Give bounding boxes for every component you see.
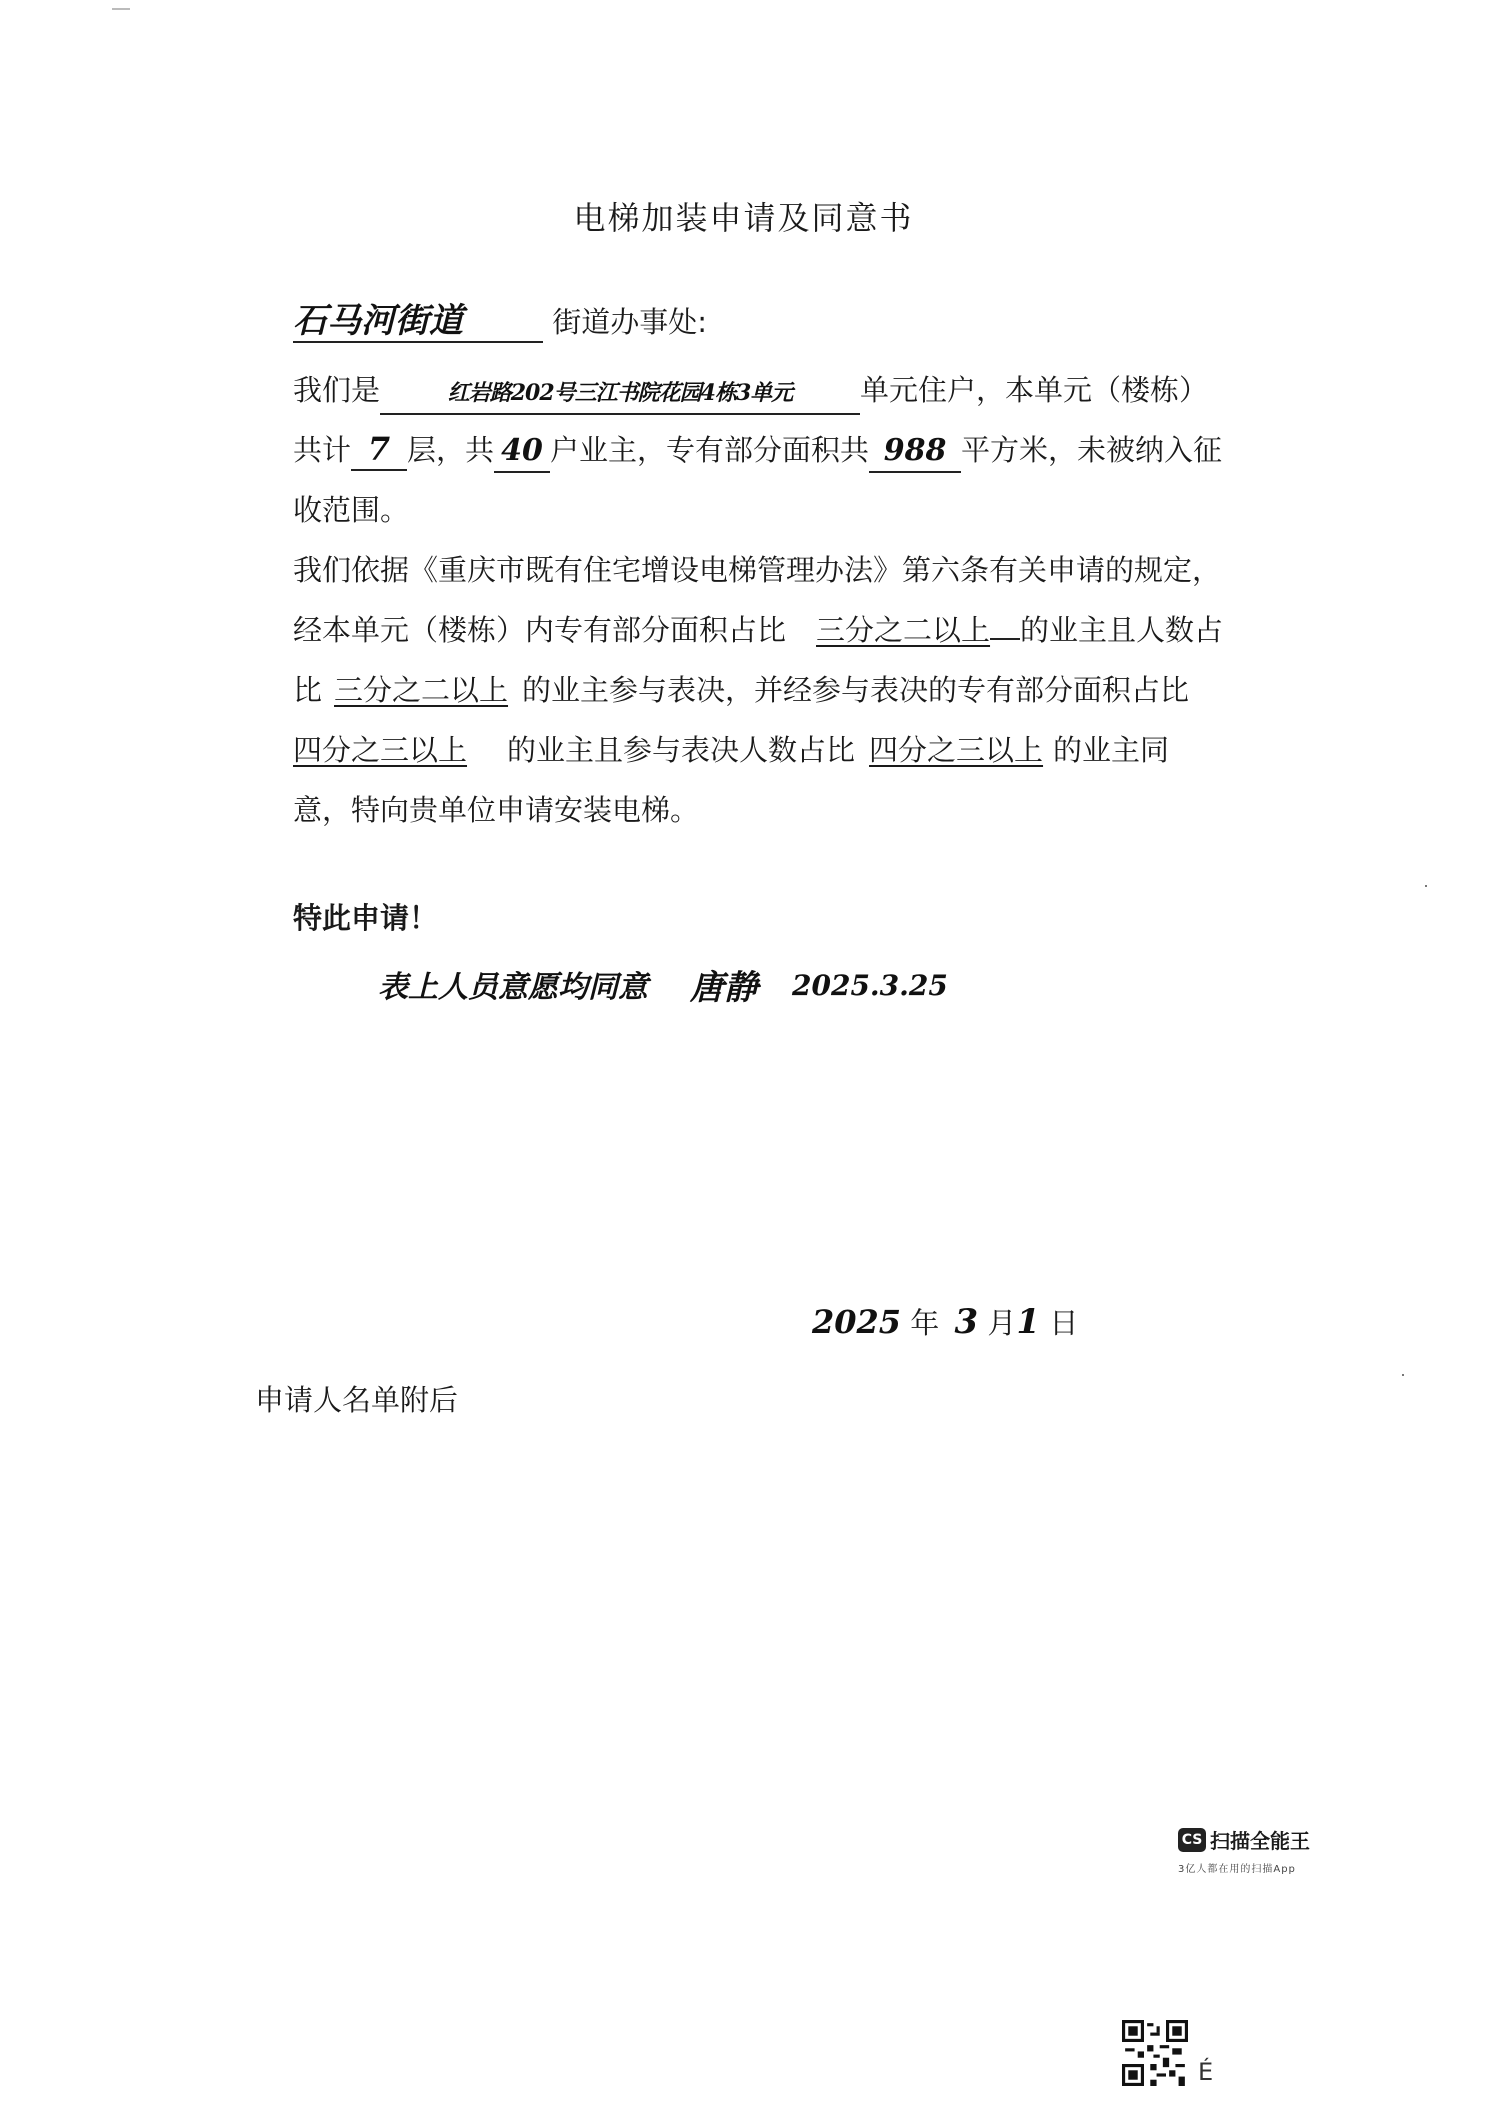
line6 bbox=[293, 660, 1189, 720]
line3: 收范围。 bbox=[293, 493, 410, 527]
scanner-tagline: 3亿人都在用的扫描App bbox=[1178, 1864, 1296, 1875]
line2-text-2: 层，共 bbox=[407, 433, 495, 467]
ratio-three-quarters-count: 四分之三以上 bbox=[869, 733, 1044, 767]
line2-text-1: 共计 bbox=[293, 433, 352, 467]
closing-phrase: 特此申请！ bbox=[293, 901, 439, 935]
line6-text-2: 的业主参与表决，并经参与表决的专有部分面积占比 bbox=[522, 673, 1190, 707]
line1-prefix: 我们是 bbox=[293, 373, 381, 407]
line2-text-3: 户业主，专有部分面积共 bbox=[550, 433, 870, 467]
scan-artifact-dot bbox=[1425, 885, 1427, 887]
handwritten-unit-address: 红岩路202号三江书院花园4栋3单元 bbox=[380, 373, 860, 415]
ratio-two-thirds-area: 三分之二以上 bbox=[816, 613, 991, 647]
line5-text-1: 经本单元（楼栋）内专有部分面积占比 bbox=[293, 613, 787, 647]
cs-logo-icon: CS bbox=[1178, 1828, 1206, 1852]
handwritten-consent-statement: 表上人员意愿均同意 bbox=[378, 970, 648, 1005]
line2-text-4: 平方米，未被纳入征 bbox=[961, 433, 1223, 467]
handwritten-area: 988 bbox=[869, 431, 961, 473]
date-line bbox=[812, 1292, 1078, 1353]
line5-text-2: 的业主且人数占 bbox=[1020, 613, 1224, 647]
line7-text-1: 的业主且参与表决人数占比 bbox=[507, 733, 856, 767]
scanner-app-name: 扫描全能王 bbox=[1210, 1829, 1310, 1853]
line1-suffix: 单元住户，本单元（楼栋） bbox=[860, 373, 1209, 407]
scan-artifact-dot bbox=[1402, 1374, 1404, 1376]
handwritten-subdistrict: 石马河街道 bbox=[293, 301, 543, 343]
addressee-suffix: 街道办事处: bbox=[552, 305, 707, 339]
date-year: 2025 bbox=[812, 1303, 902, 1341]
date-month: 3 bbox=[954, 1302, 979, 1342]
date-day: 1 bbox=[1016, 1302, 1041, 1342]
date-year-suffix: 年 bbox=[910, 1306, 940, 1340]
line5 bbox=[293, 600, 1223, 660]
ratio-two-thirds-count: 三分之二以上 bbox=[334, 673, 509, 707]
line6-text-1: 比 bbox=[293, 673, 323, 707]
handwritten-signature-date: 2025.3.25 bbox=[792, 969, 948, 1002]
scanner-watermark bbox=[1178, 1825, 1338, 1875]
qr-code-icon bbox=[1122, 2020, 1188, 2086]
handwritten-signature: 唐静 bbox=[690, 968, 758, 1008]
corner-mark: É bbox=[1198, 2058, 1214, 2086]
addressee-line bbox=[293, 292, 707, 352]
ratio-three-quarters-area: 四分之三以上 bbox=[293, 733, 468, 767]
date-month-suffix: 月 bbox=[987, 1306, 1017, 1340]
attachment-note: 申请人名单附后 bbox=[255, 1383, 459, 1417]
scan-artifact-dash bbox=[112, 8, 130, 10]
line8: 意，特向贵单位申请安装电梯。 bbox=[293, 793, 700, 827]
line7-text-2: 的业主同 bbox=[1053, 733, 1170, 767]
handwritten-floors: 7 bbox=[351, 429, 407, 471]
residents-line bbox=[293, 360, 1208, 420]
line7 bbox=[293, 720, 1169, 780]
legal-basis-line: 我们依据《重庆市既有住宅增设电梯管理办法》第六条有关申请的规定， bbox=[293, 553, 1222, 587]
date-day-suffix: 日 bbox=[1049, 1306, 1079, 1340]
handwritten-households: 40 bbox=[494, 431, 550, 473]
building-stats-line bbox=[293, 420, 1222, 480]
document-title: 电梯加装申请及同意书 bbox=[573, 199, 914, 238]
